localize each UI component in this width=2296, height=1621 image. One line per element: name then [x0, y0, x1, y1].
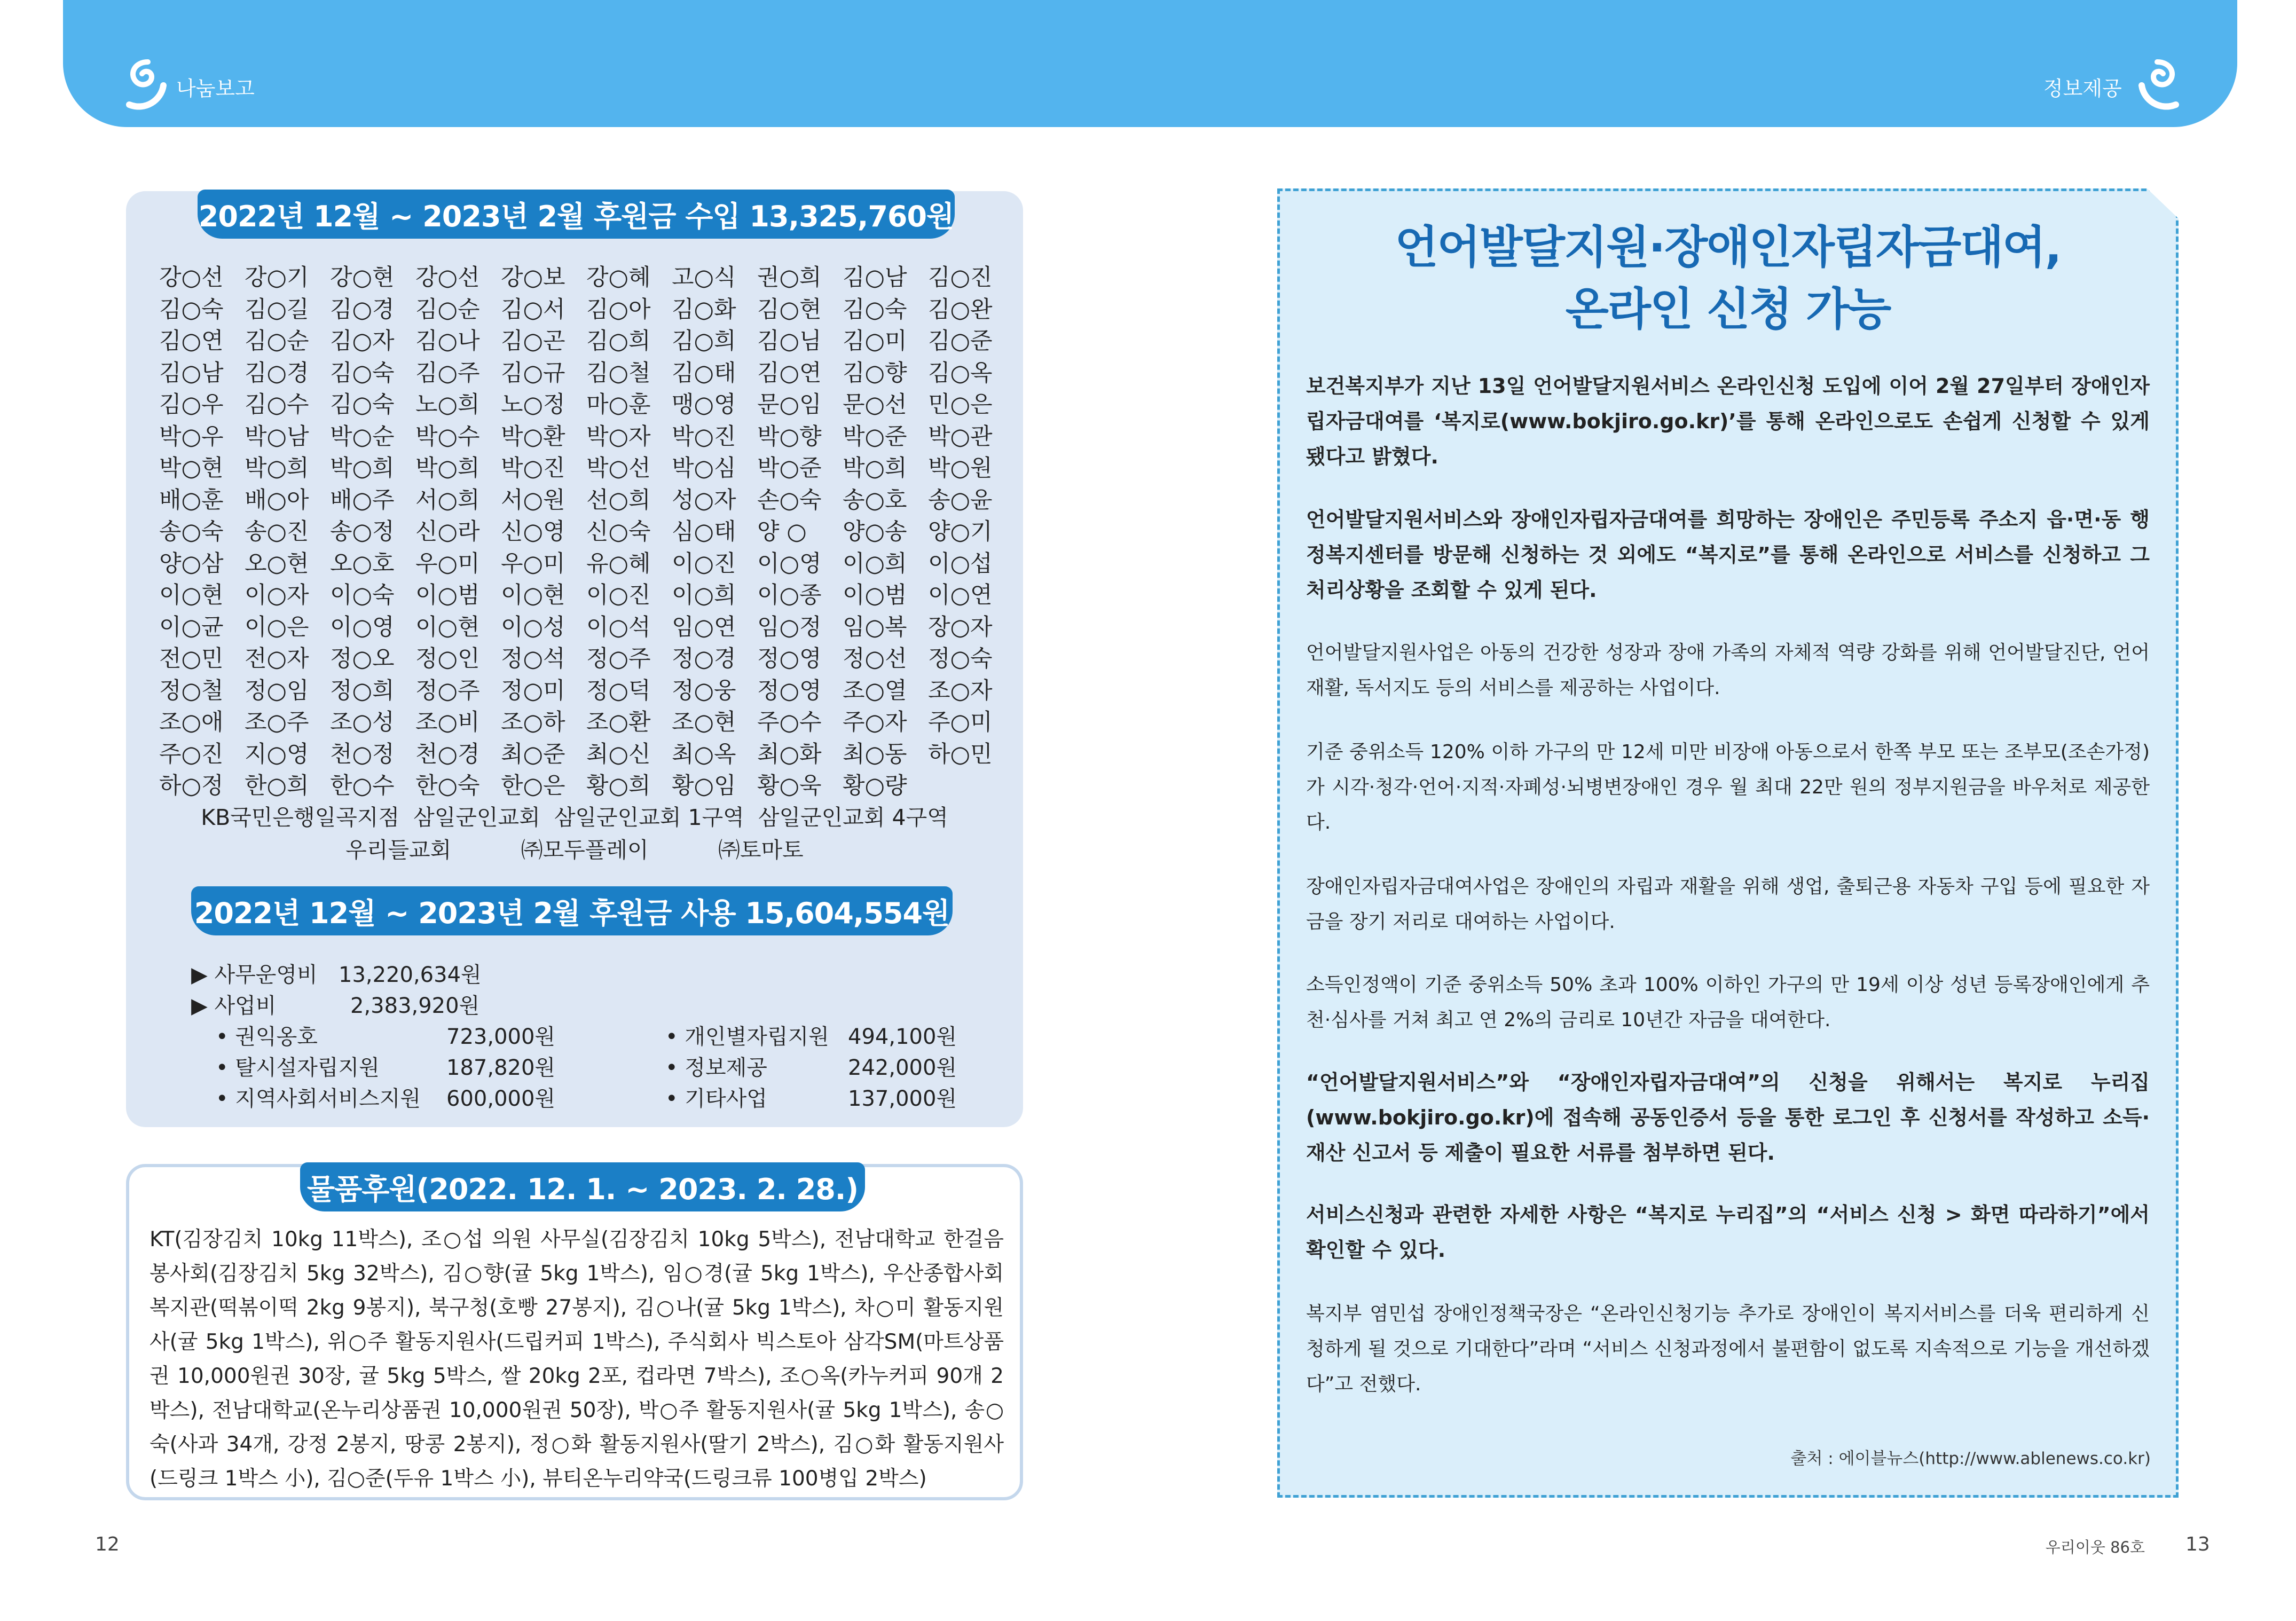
donor-name: 오○호	[330, 550, 395, 577]
donor-name: 이○현	[159, 582, 224, 609]
article-paragraph-3: 언어발달지원사업은 아동의 건강한 성장과 장애 가족의 자체적 역량 강화를 위해 언어발달진단, 언어재활, 독서지도 등의 서비스를 제공하는 사업이다.	[1306, 642, 2150, 699]
donor-name: 박○진	[501, 455, 565, 482]
donor-name: 노○정	[501, 391, 565, 419]
donor-name: 유○혜	[586, 550, 651, 577]
donor-name: 한○수	[330, 773, 395, 800]
donor-name: 하○민	[928, 741, 993, 768]
donor-name: 손○숙	[757, 486, 822, 514]
donor-name: 박○현	[159, 455, 224, 482]
donor-name: 송○정	[330, 518, 395, 546]
donor-name: 이○균	[159, 613, 224, 641]
donor-name: 김○희	[672, 328, 736, 355]
donor-row	[159, 356, 1013, 388]
usage-item-label: • 탈시설자립지원	[216, 1056, 380, 1080]
donor-name: 임○복	[843, 613, 907, 641]
donor-name: 이○숙	[330, 582, 395, 609]
donor-name: 양○삼	[159, 550, 224, 577]
donor-name: 지○영	[245, 741, 309, 768]
article-paragraph-5: 장애인자립자금대여사업은 장애인의 자립과 재활을 위해 생업, 출퇴근용 자동차 구입 등에 필요한 자금을 장기 저리로 대여하는 사업이다.	[1306, 876, 2150, 933]
usage-item-label: • 지역사회서비스지원	[216, 1087, 421, 1111]
donor-name: 김○경	[245, 359, 309, 387]
donor-name: 박○준	[757, 455, 822, 482]
donor-name: 송○윤	[928, 486, 993, 514]
donor-name: 우○미	[415, 550, 480, 577]
org-donors-line-2: 우리들교회 ㈜모두플레이 ㈜토마토	[345, 837, 804, 863]
donor-name: 이○진	[586, 582, 651, 609]
donor-name: 박○선	[586, 455, 651, 482]
donor-name-list	[159, 260, 1013, 800]
donor-row	[159, 578, 1013, 610]
donor-name: 송○진	[245, 518, 309, 546]
donor-name: 조○하	[501, 709, 565, 736]
donor-name: 김○남	[159, 359, 224, 387]
donor-name: 김○자	[330, 328, 395, 355]
donor-name: 천○경	[415, 741, 480, 768]
donor-name: 박○희	[843, 455, 907, 482]
donor-name: 김○서	[501, 296, 565, 323]
project-expense-label: ▶ 사업비	[191, 994, 277, 1018]
donor-name: 서○희	[415, 486, 480, 514]
donor-name: 신○숙	[586, 518, 651, 546]
org-donors-line-1: KB국민은행일곡지점 삼일군인교회 삼일군인교회 1구역 삼일군인교회 4구역	[201, 805, 948, 830]
donor-name: 신○영	[501, 518, 565, 546]
donor-name: 주○진	[159, 741, 224, 768]
donor-name: 김○완	[928, 296, 993, 323]
donor-name: 양 ○	[757, 518, 807, 546]
donor-row	[159, 260, 1013, 292]
donor-row	[159, 387, 1013, 419]
donor-name: 신○라	[415, 518, 480, 546]
donor-name: 김○주	[415, 359, 480, 387]
donor-name: 김○순	[415, 296, 480, 323]
donor-name: 조○비	[415, 709, 480, 736]
article-title	[1277, 216, 2179, 340]
donor-name: 정○오	[330, 646, 395, 673]
donor-name: 박○환	[501, 423, 565, 450]
article-paragraph-2: 언어발달지원서비스와 장애인자립자금대여를 희망하는 장애인은 주민등록 주소지 읍·면·동 행정복지센터를 방문해 신청하는 것 외에도 “복지로”를 통해 온라인으로 서비스를 신청하고 그 처리상황을 조회할 수 있게 된다.	[1306, 508, 2150, 602]
donor-name: 김○규	[501, 359, 565, 387]
donor-name: 최○옥	[672, 741, 736, 768]
donor-name: 강○현	[330, 264, 395, 292]
issue-label: 우리이웃 86호	[2045, 1538, 2145, 1556]
donor-name: 박○원	[928, 455, 993, 482]
donor-name: 김○숙	[843, 296, 907, 323]
donor-name: 김○순	[245, 328, 309, 355]
donor-name: 조○성	[330, 709, 395, 736]
donor-name: 김○경	[330, 296, 395, 323]
donor-name: 양○송	[843, 518, 907, 546]
donor-name: 조○자	[928, 677, 993, 704]
donor-row	[159, 324, 1013, 356]
donor-row	[159, 768, 1013, 800]
donor-row	[159, 292, 1013, 324]
donor-name: 장○자	[928, 613, 993, 641]
project-expense-amount: 2,383,920원	[350, 994, 480, 1018]
donor-row	[159, 419, 1013, 451]
donor-name: 김○수	[245, 391, 309, 419]
donor-name: 김○진	[928, 264, 993, 292]
donor-name: 이○희	[843, 550, 907, 577]
goods-donation-text: KT(김장김치 10kg 11박스), 조○섭 의원 사무실(김장김치 10kg 5박스), 전남대학교 한걸음봉사회(김장김치 5kg 32박스), 김○향(귤 5kg 1박스), 임○경(귤 5kg 1박스), 우산종합사회복지관(떡볶이떡 2kg 9봉지), 북구청(호빵 27봉지), 김○나(귤 5kg 1박스), 차○미 활동지원사(귤 5kg 1박스), 위○주 활동지원사(드립커피 1박스), 주식회사 빅스토아 삼각SM(마트상품권 10,000원권 30장, 귤 5kg 5박스, 쌀 20kg 2포, 컵라면 7박스), 조○옥(카누커피 90개 2박스), 전남대학교(온누리상품권 10,000원권 50장), 박○주 활동지원사(귤 5kg 1박스), 송○숙(사과 34개, 강정 2봉지, 땅콩 2봉지), 정○화 활동지원사(딸기 2박스), 김○화 활동지원사(드링크 1박스 小), 김○준(두유 1박스 小), 뷰티온누리약국(드링크류 100병입 2박스)	[150, 1227, 1004, 1491]
donor-name: 이○범	[415, 582, 480, 609]
donor-row	[159, 546, 1013, 578]
donor-name: 서○원	[501, 486, 565, 514]
swirl-logo-icon	[124, 58, 172, 116]
donor-name: 양○기	[928, 518, 993, 546]
donor-name: 고○식	[672, 264, 736, 292]
swirl-logo-icon-right	[2133, 58, 2181, 116]
donor-name: 강○선	[159, 264, 224, 292]
income-title: 2022년 12월 ~ 2023년 2월 후원금 수입 13,325,760원	[198, 190, 955, 239]
donor-name: 조○애	[159, 709, 224, 736]
donor-name: 정○경	[672, 646, 736, 673]
donor-row	[159, 737, 1013, 769]
donor-name: 주○수	[757, 709, 822, 736]
donor-row	[159, 483, 1013, 515]
usage-item-label: • 개인별자립지원	[665, 1025, 829, 1049]
donor-name: 이○영	[757, 550, 822, 577]
usage-item-amount: 137,000원	[848, 1087, 957, 1111]
donor-name: 김○우	[159, 391, 224, 419]
donor-name: 김○님	[757, 328, 822, 355]
donor-name: 맹○영	[672, 391, 736, 419]
donor-name: 김○연	[757, 359, 822, 387]
donor-name: 김○곤	[501, 328, 565, 355]
donor-name: 조○현	[672, 709, 736, 736]
donor-name: 황○욱	[757, 773, 822, 800]
donor-name: 김○현	[757, 296, 822, 323]
donor-name: 민○은	[928, 391, 993, 419]
donor-name: 이○성	[501, 613, 565, 641]
donor-name: 이○종	[757, 582, 822, 609]
donor-name: 정○주	[586, 646, 651, 673]
donor-name: 황○희	[586, 773, 651, 800]
donor-name: 오○현	[245, 550, 309, 577]
donor-name: 황○량	[843, 773, 907, 800]
article-paragraph-9: 복지부 염민섭 장애인정책국장은 “온라인신청기능 추가로 장애인이 복지서비스를 더욱 편리하게 신청하게 될 것으로 기대한다”라며 “서비스 신청과정에서 불편함이 없도록 지속적으로 기능을 개선하겠다”고 전했다.	[1306, 1303, 2150, 1395]
donor-name: 김○옥	[928, 359, 993, 387]
usage-item-label: • 기타사업	[665, 1087, 767, 1111]
donor-name: 이○현	[501, 582, 565, 609]
office-expense-amount: 13,220,634원	[339, 963, 482, 987]
donor-name: 조○열	[843, 677, 907, 704]
donor-name: 황○임	[672, 773, 736, 800]
donor-name: 박○수	[415, 423, 480, 450]
donor-name: 이○진	[672, 550, 736, 577]
donor-name: 주○자	[843, 709, 907, 736]
donor-name: 박○희	[415, 455, 480, 482]
usage-item-amount: 242,000원	[848, 1056, 957, 1080]
donor-name: 정○미	[501, 677, 565, 704]
article-paragraph-8: 서비스신청과 관련한 자세한 사항은 “복지로 누리집”의 “서비스 신청 > 화면 따라하기”에서 확인할 수 있다.	[1306, 1203, 2150, 1262]
donor-name: 정○희	[330, 677, 395, 704]
donor-name: 배○아	[245, 486, 309, 514]
section-label-right: 정보제공	[2043, 77, 2122, 100]
donor-name: 김○희	[586, 328, 651, 355]
donor-name: 최○동	[843, 741, 907, 768]
donor-name: 정○숙	[928, 646, 993, 673]
donor-name: 심○태	[672, 518, 736, 546]
donor-name: 이○영	[330, 613, 395, 641]
usage-item-label: • 권익옹호	[216, 1025, 318, 1049]
usage-item-amount: 600,000원	[446, 1087, 556, 1111]
article-title-line-1: 언어발달지원·장애인자립자금대여,	[1395, 221, 2061, 273]
donor-row	[159, 641, 1013, 673]
donor-row	[159, 610, 1013, 642]
donor-name: 조○환	[586, 709, 651, 736]
donor-name: 김○향	[843, 359, 907, 387]
donor-name: 배○주	[330, 486, 395, 514]
donor-name: 우○미	[501, 550, 565, 577]
donor-name: 정○웅	[672, 677, 736, 704]
donor-name: 김○연	[159, 328, 224, 355]
article-paragraph-7: “언어발달지원서비스”와 “장애인자립자금대여”의 신청을 위해서는 복지로 누리집(www.bokjiro.go.kr)에 접속해 공동인증서 등을 통한 로그인 후 신청서를 작성하고 소득·재산 신고서 등 제출이 필요한 서류를 첨부하면 된다.	[1306, 1071, 2150, 1164]
page-number-left: 12	[95, 1533, 120, 1555]
donor-name: 정○선	[843, 646, 907, 673]
usage-item-amount: 494,100원	[848, 1025, 957, 1049]
donor-name: 김○남	[843, 264, 907, 292]
donor-name: 김○길	[245, 296, 309, 323]
donor-name: 임○연	[672, 613, 736, 641]
donor-name: 김○나	[415, 328, 480, 355]
donor-name: 하○정	[159, 773, 224, 800]
donor-name: 한○희	[245, 773, 309, 800]
donor-name: 박○준	[843, 423, 907, 450]
donor-name: 최○준	[501, 741, 565, 768]
donor-name: 이○섭	[928, 550, 993, 577]
donor-name: 박○향	[757, 423, 822, 450]
donor-name: 정○덕	[586, 677, 651, 704]
donor-name: 박○진	[672, 423, 736, 450]
donor-name: 이○은	[245, 613, 309, 641]
donor-name: 박○희	[245, 455, 309, 482]
donor-name: 강○선	[415, 264, 480, 292]
donor-name: 정○영	[757, 646, 822, 673]
article-title-line-2: 온라인 신청 가능	[1565, 283, 1891, 335]
donor-name: 선○희	[586, 486, 651, 514]
donor-name: 김○숙	[330, 391, 395, 419]
donor-name: 송○숙	[159, 518, 224, 546]
donor-name: 임○정	[757, 613, 822, 641]
donor-name: 강○기	[245, 264, 309, 292]
donor-name: 정○영	[757, 677, 822, 704]
usage-item-label: • 정보제공	[665, 1056, 767, 1080]
donor-name: 이○석	[586, 613, 651, 641]
donor-name: 한○숙	[415, 773, 480, 800]
donor-name: 박○희	[330, 455, 395, 482]
article-paragraph-1: 보건복지부가 지난 13일 언어발달지원서비스 온라인신청 도입에 이어 2월 27일부터 장애인자립자금대여를 ‘복지로(www.bokjiro.go.kr)’를 통해 온라인으로도 손쉽게 신청할 수 있게 됐다고 밝혔다.	[1306, 374, 2150, 468]
donor-name: 박○순	[330, 423, 395, 450]
donor-name: 강○보	[501, 264, 565, 292]
donor-name: 문○선	[843, 391, 907, 419]
office-expense-label: ▶ 사무운영비	[191, 963, 318, 987]
donor-name: 문○임	[757, 391, 822, 419]
donor-name: 김○미	[843, 328, 907, 355]
donor-name: 정○주	[415, 677, 480, 704]
donor-name: 전○자	[245, 646, 309, 673]
donor-name: 최○신	[586, 741, 651, 768]
donor-name: 박○우	[159, 423, 224, 450]
usage-item-amount: 187,820원	[446, 1056, 556, 1080]
donor-name: 박○관	[928, 423, 993, 450]
donor-name: 전○민	[159, 646, 224, 673]
goods-title: 물품후원(2022. 12. 1. ~ 2023. 2. 28.)	[300, 1162, 865, 1211]
donor-name: 권○희	[757, 264, 822, 292]
donor-row	[159, 673, 1013, 705]
donor-name: 최○화	[757, 741, 822, 768]
donor-name: 이○범	[843, 582, 907, 609]
article-paragraph-4: 기준 중위소득 120% 이하 가구의 만 12세 미만 비장애 아동으로서 한쪽 부모 또는 조부모(조손가정)가 시각·청각·언어·지적·자폐성·뇌병변장애인 경우 월 최대 22만 원의 정부지원금을 바우처로 제공한다.	[1306, 741, 2150, 833]
donor-row	[159, 514, 1013, 546]
donor-row	[159, 451, 1013, 483]
article-paragraph-6: 소득인정액이 기준 중위소득 50% 초과 100% 이하인 가구의 만 19세 이상 성년 등록장애인에게 추천·심사를 거쳐 최고 연 2%의 금리로 10년간 자금을 대여한다.	[1306, 974, 2150, 1031]
donor-name: 조○주	[245, 709, 309, 736]
donor-name: 한○은	[501, 773, 565, 800]
donor-name: 김○숙	[159, 296, 224, 323]
donor-name: 박○심	[672, 455, 736, 482]
donor-name: 김○준	[928, 328, 993, 355]
donor-name: 박○자	[586, 423, 651, 450]
donor-name: 이○희	[672, 582, 736, 609]
donor-name: 정○철	[159, 677, 224, 704]
donor-name: 이○자	[245, 582, 309, 609]
donor-name: 박○남	[245, 423, 309, 450]
article-source: 출처 : 에이블뉴스(http://www.ablenews.co.kr)	[1790, 1449, 2151, 1468]
donor-name: 김○화	[672, 296, 736, 323]
donor-name: 송○호	[843, 486, 907, 514]
donor-name: 이○연	[928, 582, 993, 609]
donor-name: 강○혜	[586, 264, 651, 292]
donor-name: 배○훈	[159, 486, 224, 514]
donor-name: 정○임	[245, 677, 309, 704]
donor-name: 정○석	[501, 646, 565, 673]
donor-name: 김○태	[672, 359, 736, 387]
donor-row	[159, 705, 1013, 737]
donor-name: 김○철	[586, 359, 651, 387]
page-number-right: 13	[2185, 1533, 2210, 1555]
donor-name: 마○훈	[586, 391, 651, 419]
donor-name: 성○자	[672, 486, 736, 514]
donor-name: 김○숙	[330, 359, 395, 387]
donor-name: 노○희	[415, 391, 480, 419]
donor-name: 주○미	[928, 709, 993, 736]
usage-title: 2022년 12월 ~ 2023년 2월 후원금 사용 15,604,554원	[191, 886, 953, 935]
donor-name: 이○현	[415, 613, 480, 641]
donor-name: 천○정	[330, 741, 395, 768]
section-label-left: 나눔보고	[176, 77, 255, 100]
donor-name: 정○인	[415, 646, 480, 673]
donor-name: 김○아	[586, 296, 651, 323]
header-band	[63, 0, 2237, 127]
usage-item-amount: 723,000원	[446, 1025, 556, 1049]
